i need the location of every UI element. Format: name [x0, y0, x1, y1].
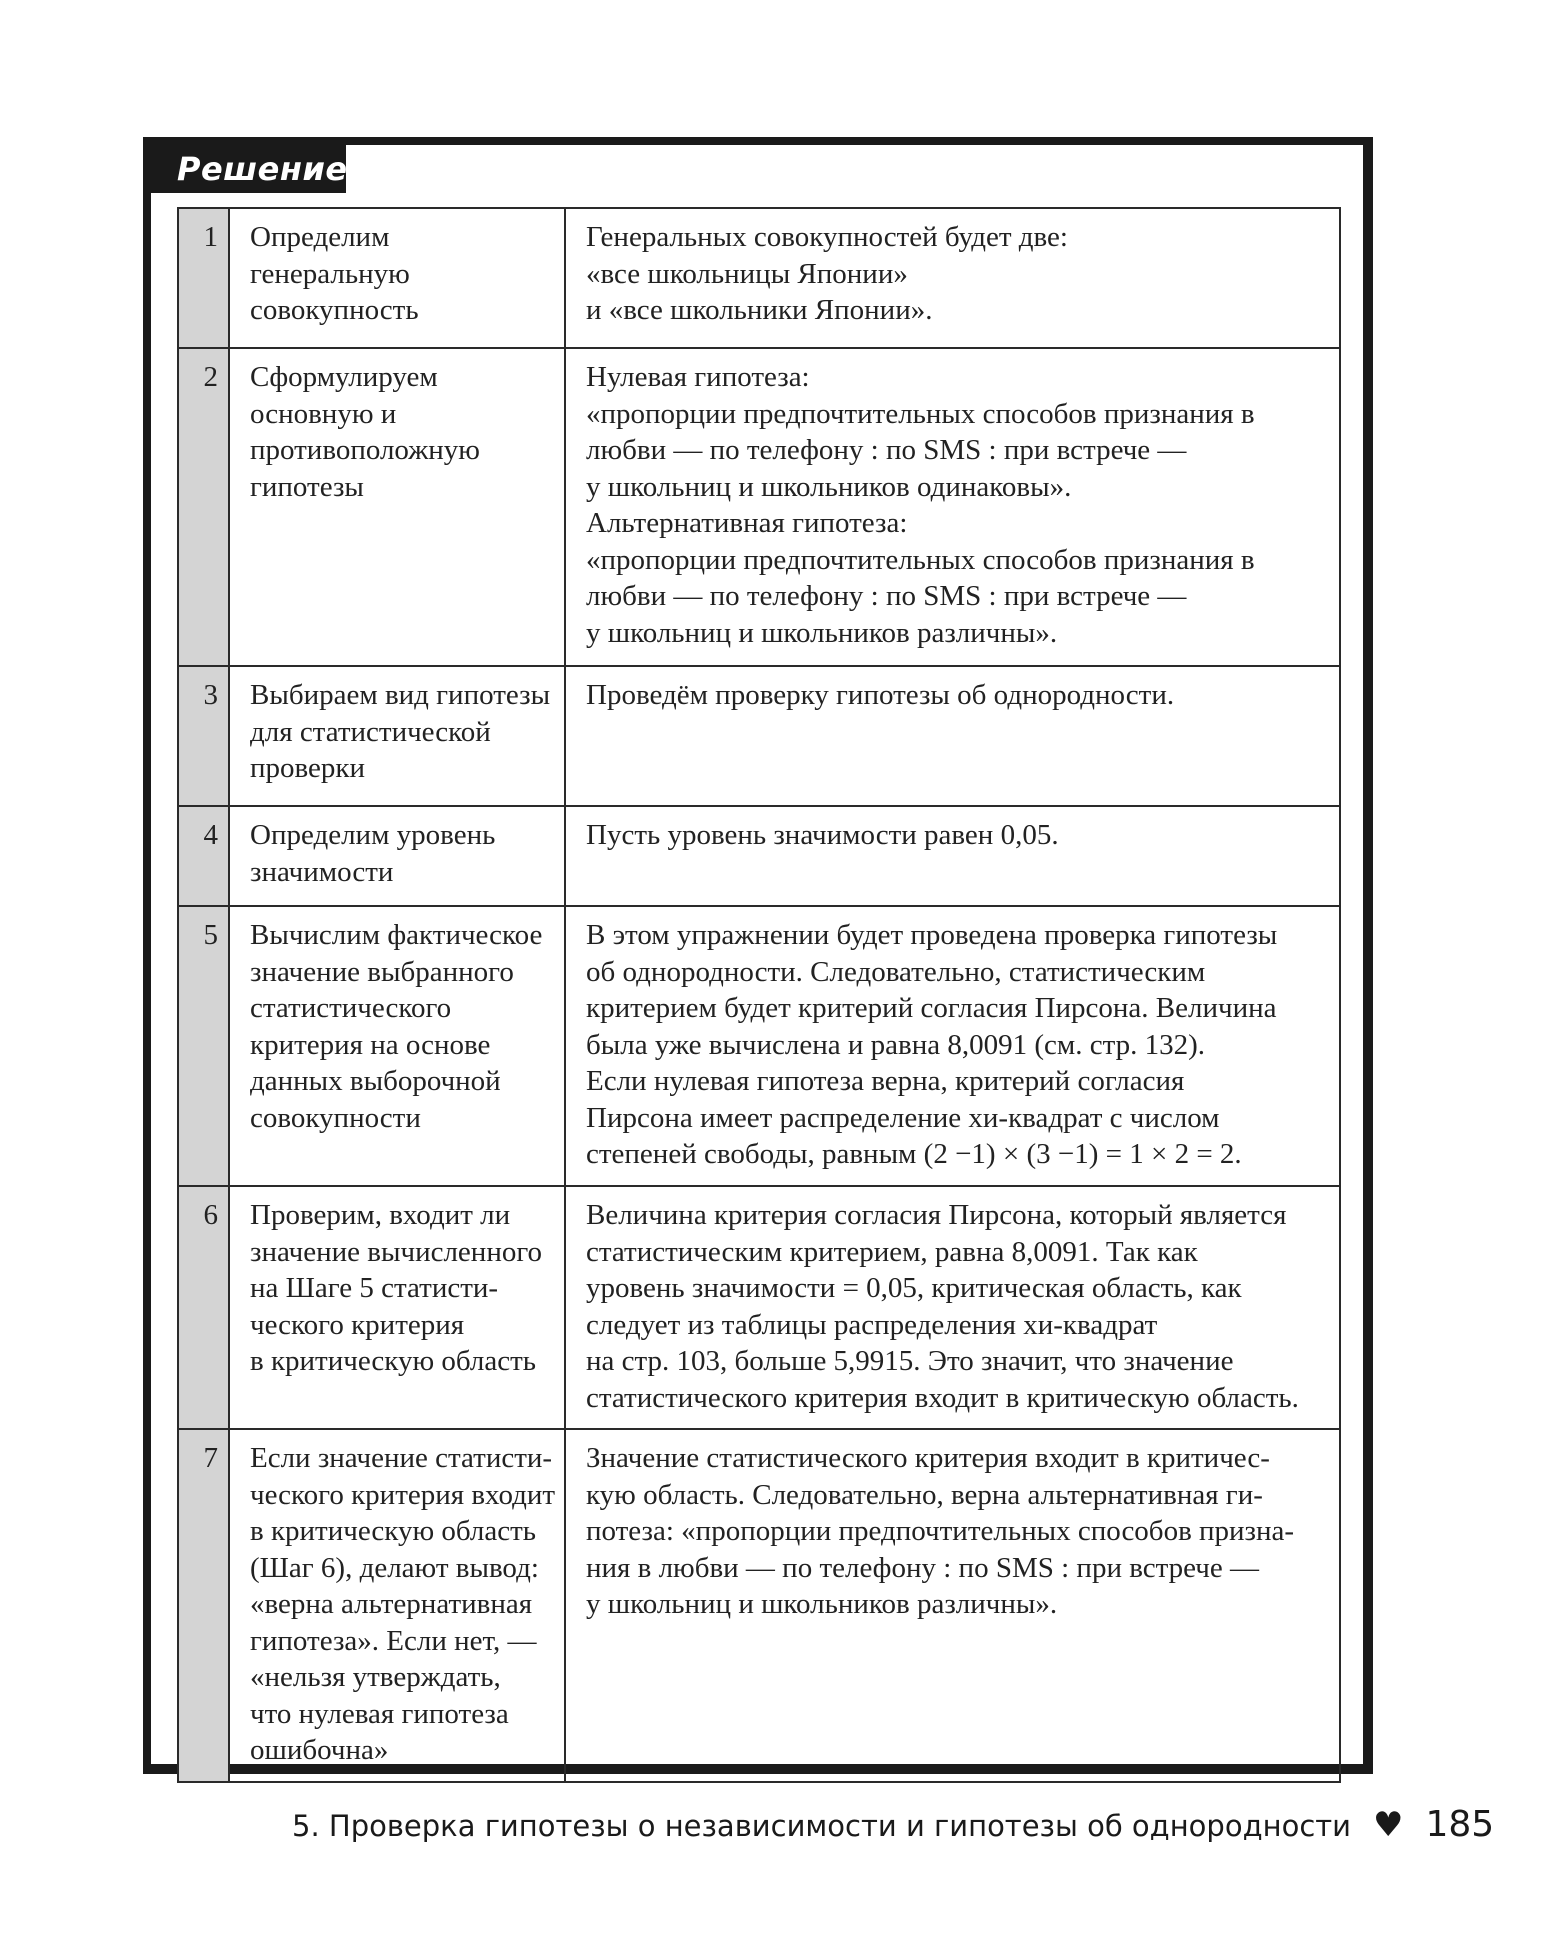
step-number: 4	[178, 806, 229, 906]
step-description: Значение статистического критерия входит в критичес- кую область. Следовательно, верна альтернативная ги- потеза: «пропорции предпочтительных способов призна- ния в любви — по телефону : по SMS : при встрече — у школьниц и школьников различны».	[565, 1429, 1340, 1782]
step-title: Выбираем вид гипотезы для статистической проверки	[229, 666, 565, 806]
table-row	[178, 1429, 1340, 1782]
step-title: Определим уровень значимости	[229, 806, 565, 906]
step-title: Определим генеральную совокупность	[229, 208, 565, 348]
steps-table	[177, 207, 1341, 1783]
step-description: Проведём проверку гипотезы об однородности.	[565, 666, 1340, 806]
table-row	[178, 906, 1340, 1186]
step-number: 3	[178, 666, 229, 806]
step-number: 2	[178, 348, 229, 666]
step-title: Проверим, входит ли значение вычисленного на Шаге 5 статисти- ческого критерия в критическую область	[229, 1186, 565, 1429]
step-number: 5	[178, 906, 229, 1186]
table-row	[178, 348, 1340, 666]
section-label: Решение	[151, 145, 346, 193]
chapter-title: 5. Проверка гипотезы о независимости и гипотезы об однородности	[292, 1809, 1352, 1843]
step-title: Вычислим фактическое значение выбранного статистического критерия на основе данных выборочной совокупности	[229, 906, 565, 1186]
step-description: В этом упражнении будет проведена проверка гипотезы об однородности. Следовательно, статистическим критерием будет критерий согласия Пирсона. Величина была уже вычислена и равна 8,0091 (см. стр. 132). Если нулевая гипотеза верна, критерий согласия Пирсона имеет распределение хи-квадрат с числом степеней свободы, равным (2 −1) × (3 −1) = 1 × 2 = 2.	[565, 906, 1340, 1186]
step-number: 6	[178, 1186, 229, 1429]
step-number: 7	[178, 1429, 229, 1782]
solution-frame	[143, 137, 1373, 1774]
heart-icon: ♥	[1373, 1805, 1404, 1845]
table-row	[178, 806, 1340, 906]
table-row	[178, 1186, 1340, 1429]
step-title: Сформулируем основную и противоположную гипотезы	[229, 348, 565, 666]
step-description: Генеральных совокупностей будет две: «все школьницы Японии» и «все школьники Японии».	[565, 208, 1340, 348]
step-number: 1	[178, 208, 229, 348]
table-row	[178, 208, 1340, 348]
step-description: Величина критерия согласия Пирсона, который является статистическим критерием, равна 8,0091. Так как уровень значимости = 0,05, критическая область, как следует из таблицы распределения хи-квадрат на стр. 103, больше 5,9915. Это значит, что значение статистического критерия входит в критическую область.	[565, 1186, 1340, 1429]
page-footer	[292, 1800, 1495, 1850]
table-row	[178, 666, 1340, 806]
step-title: Если значение статисти- ческого критерия входит в критическую область (Шаг 6), делают вывод: «верна альтернативная гипотеза». Если нет, — «нельзя утверждать, что нулевая гипотеза ошибочна»	[229, 1429, 565, 1782]
page-number: 185	[1425, 1804, 1495, 1845]
step-description: Пусть уровень значимости равен 0,05.	[565, 806, 1340, 906]
step-description: Нулевая гипотеза: «пропорции предпочтительных способов признания в любви — по телефону : по SMS : при встрече — у школьниц и школьников одинаковы». Альтернативная гипотеза: «пропорции предпочтительных способов признания в любви — по телефону : по SMS : при встрече — у школьниц и школьников различны».	[565, 348, 1340, 666]
